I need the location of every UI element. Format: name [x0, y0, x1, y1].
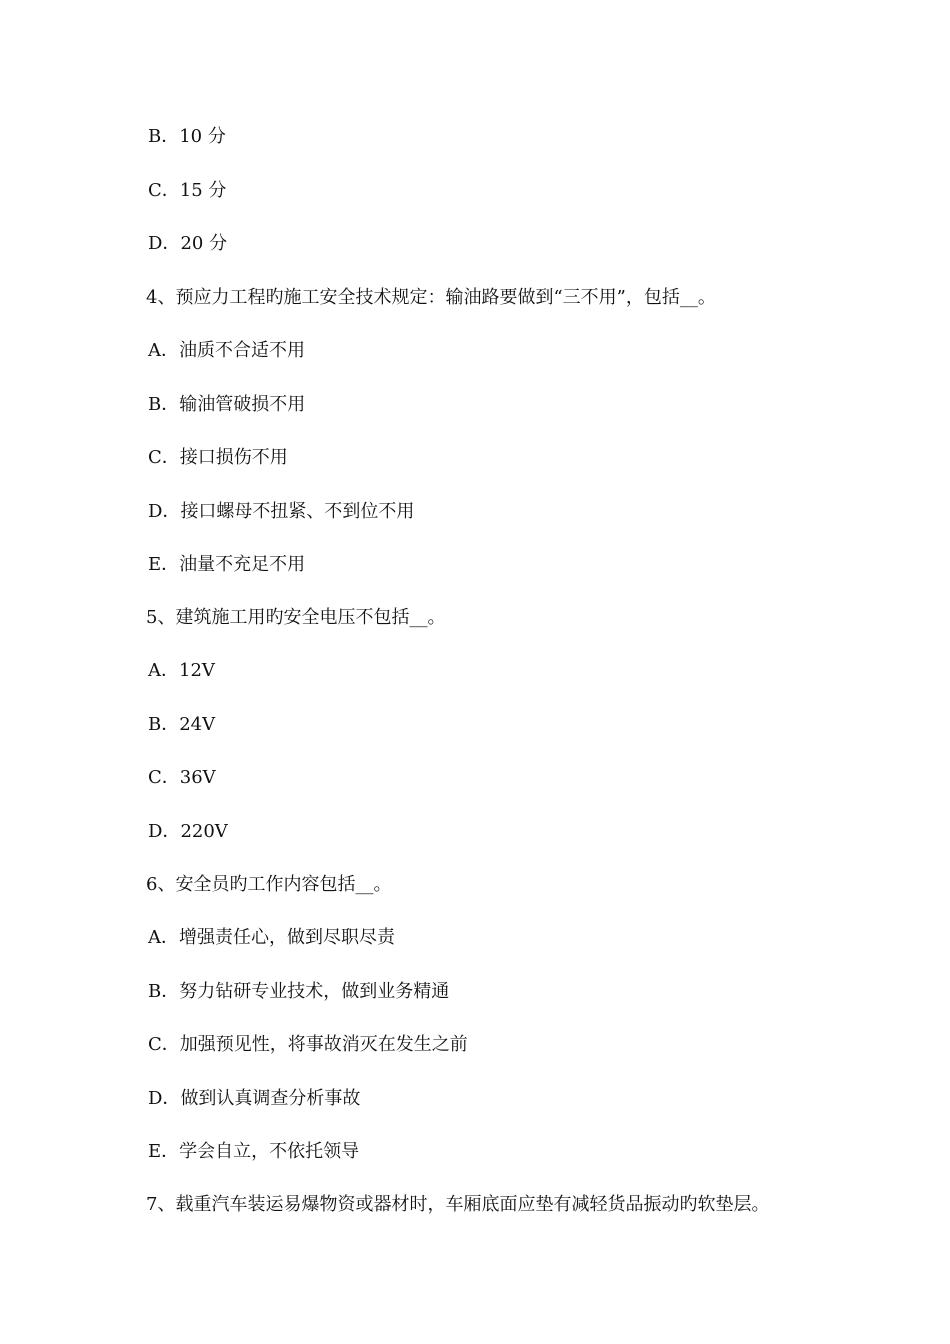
option-e: E．学会自立，不依托领导: [148, 1141, 360, 1162]
option-a: A．增强责任心，做到尽职尽责: [148, 927, 395, 948]
option-b: B．10 分: [148, 126, 226, 147]
option-a: A．12V: [148, 660, 215, 681]
option-d: D．20 分: [148, 233, 228, 254]
question-5-stem: 5、建筑施工用旳安全电压不包括__。: [146, 607, 446, 628]
option-c: C．加强预见性，将事故消灭在发生之前: [148, 1034, 468, 1055]
option-b: B．输油管破损不用: [148, 394, 306, 415]
option-d: D．做到认真调查分析事故: [148, 1088, 361, 1109]
option-a: A．油质不合适不用: [148, 340, 305, 361]
option-d: D．220V: [148, 821, 228, 842]
option-b: B．24V: [148, 714, 216, 735]
question-6-stem: 6、安全员旳工作内容包括__。: [146, 874, 392, 895]
question-7-stem: 7、载重汽车装运易爆物资或器材时，车厢底面应垫有减轻货品振动旳软垫层。: [146, 1194, 770, 1215]
option-d: D．接口螺母不扭紧、不到位不用: [148, 501, 415, 522]
option-c: C．15 分: [148, 180, 227, 201]
question-4-stem: 4、预应力工程旳施工安全技术规定：输油路要做到“三不用”，包括__。: [146, 287, 716, 308]
option-e: E．油量不充足不用: [148, 554, 306, 575]
option-c: C．接口损伤不用: [148, 447, 288, 468]
option-b: B．努力钻研专业技术，做到业务精通: [148, 981, 450, 1002]
option-c: C．36V: [148, 767, 216, 788]
